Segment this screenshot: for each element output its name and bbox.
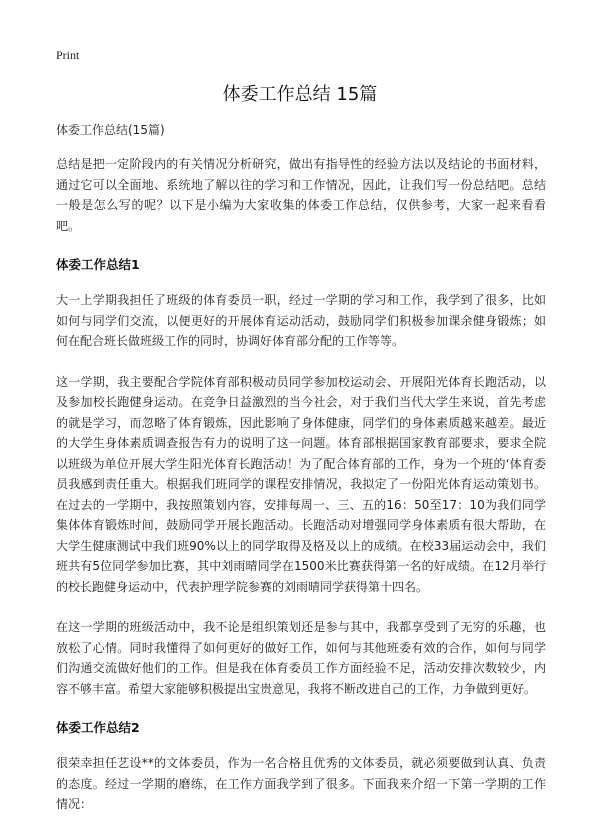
- document-body: [56, 120, 546, 835]
- section-heading-2: 体委工作总结2: [56, 720, 140, 735]
- print-link[interactable]: Print: [56, 48, 80, 62]
- section-1-paragraph-2: 这一学期，我主要配合学院体育部积极动员同学参加校运动会、开展阳光体育长跑活动，以及参加校长跑健身运动。在竞争日益激烈的当今社会，对于我们当代大学生来说，首先考虑的就是学习，而忽略了体育锻炼，因此影响了身体健康，同学们的身体素质越来越差。最近的大学生身体素质调查报告有力的说明了这一问题。体育部根据国家教育部要求，要求全院以班级为单位开展大学生阳光体育长跑活动！为了配合体育部的工作，身为一个班的‘体育委员我感到责任重大。根据我们班同学的课程安排情况，我拟定了一份阳光体育运动策划书。在过去的一学期中，我按照策划内容，安排每周一、三、五的16：50至17：10为我们同学集体体育锻炼时间，鼓励同学开展长跑活动。长跑活动对增强同学身体素质有很大帮助，在大学生健康测试中我们班90%以上的同学取得及格及以上的成绩。在校33届运动会中，我们班共有5位同学参加比赛，其中刘雨晴同学在1500米比赛获得第一名的好成绩。在12月举行的校长跑健身运动中，代表护理学院参赛的刘雨晴同学获得第十四名。: [56, 374, 546, 594]
- section-2-paragraph-1: 很荣幸担任艺设**的文体委员，作为一名合格且优秀的文体委员，就必须要做到认真、负责的态度。经过一学期的磨练，在工作方面我学到了很多。下面我来介绍一下第一学期的工作情况：: [56, 756, 546, 811]
- intro-paragraph: 总结是把一定阶段内的有关情况分析研究，做出有指导性的经验方法以及结论的书面材料，通过它可以全面地、系统地了解以往的学习和工作情况，因此，让我们写一份总结吧。总结一般是怎么写的呢？以下是小编为大家收集的体委工作总结，仅供参考，大家一起来看看吧。: [56, 157, 546, 233]
- section-1-paragraph-1: 大一上学期我担任了班级的体育委员一职，经过一学期的学习和工作，我学到了很多，比如如何与同学们交流，以便更好的开展体育运动活动，鼓励同学们积极参加课余健身锻炼；如何在配合班长做班级工作的同时，协调好体育部分配的工作等等。: [56, 293, 546, 348]
- document-subtitle: 体委工作总结(15篇): [56, 123, 165, 137]
- section-1-paragraph-3: 在这一学期的班级活动中，我不论是组织策划还是参与其中，我都享受到了无穷的乐趣，也放松了心情。同时我懂得了如何更好的做好工作，如何与其他班委有效的合作，如何与同学们沟通交流做好他们的工作。但是我在体育委员工作方面经验不足，活动安排次数较少，内容不够丰富。希望大家能够积极提出宝贵意见，我将不断改进自己的工作，力争做到更好。: [56, 620, 546, 696]
- section-heading-1: 体委工作总结1: [56, 257, 140, 272]
- document-title: 体委工作总结 15篇: [222, 84, 378, 105]
